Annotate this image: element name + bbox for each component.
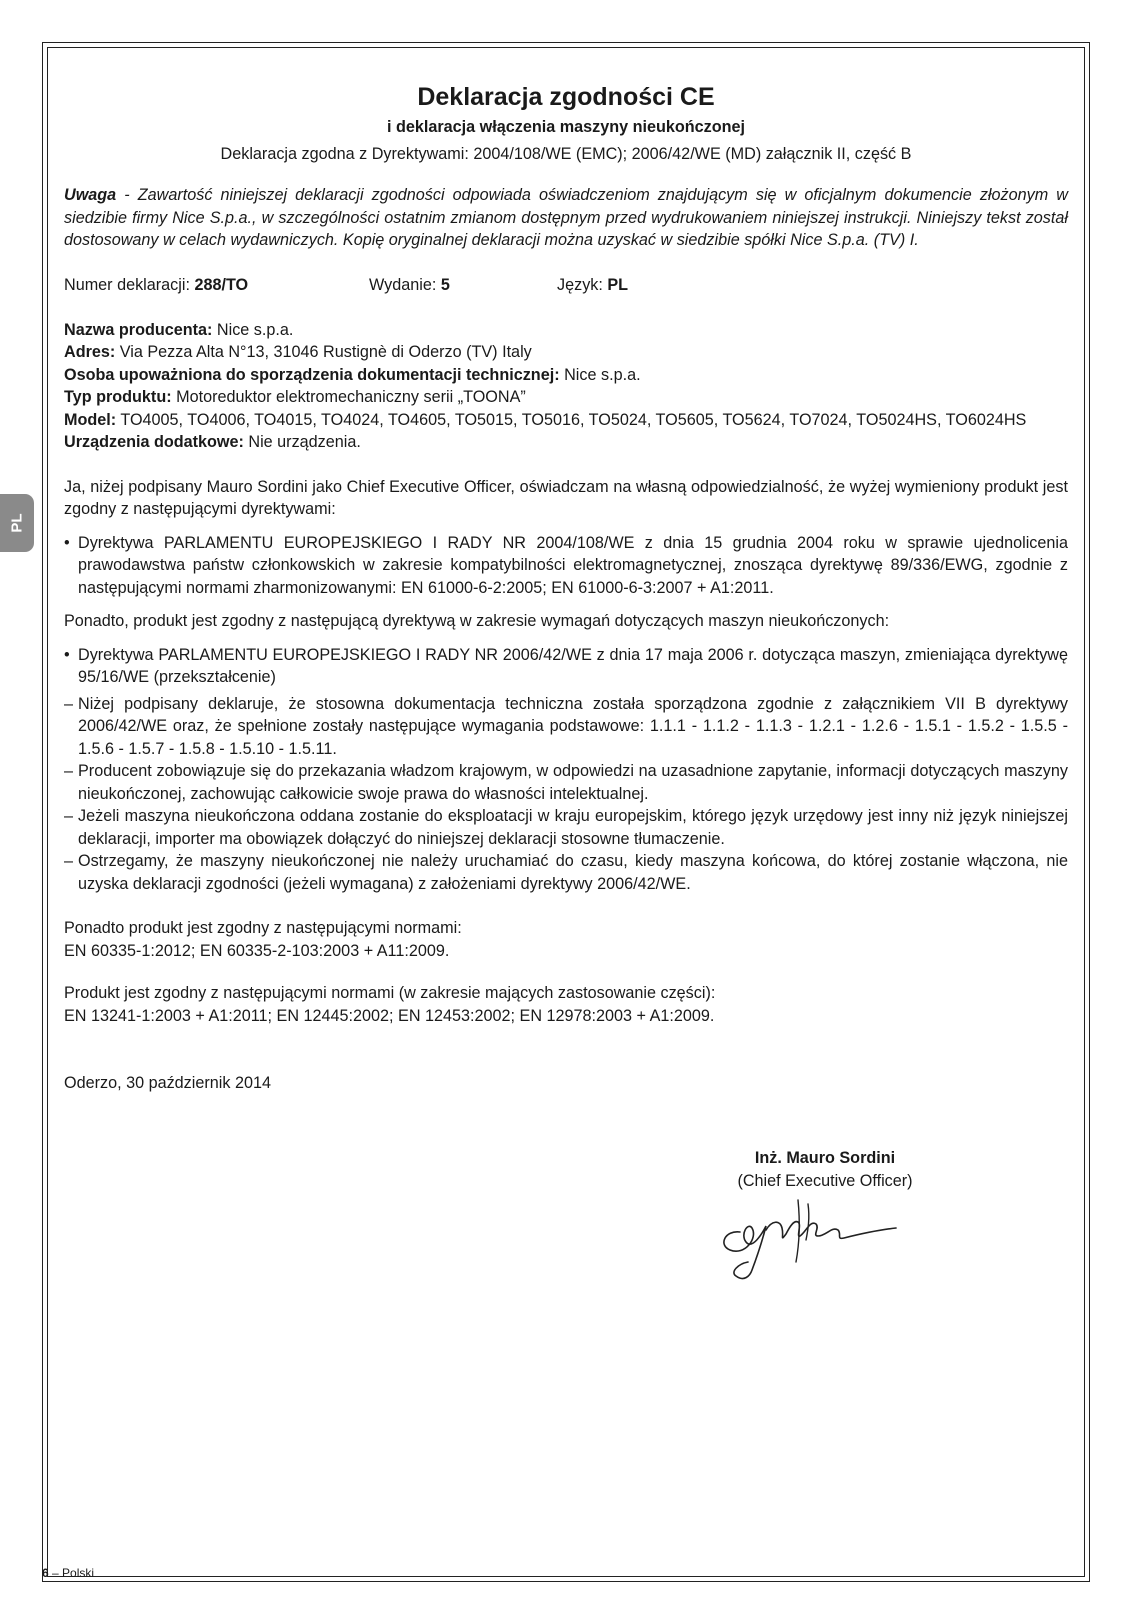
product-models-value: TO4005, TO4006, TO4015, TO4024, TO4605, TO5015, TO5016, TO5024, TO5605, TO5624, TO7024, TO5024HS, TO6024HS <box>116 410 1027 429</box>
standards-list-1: EN 60335-1:2012; EN 60335-2-103:2003 + A11:2009. <box>64 941 450 960</box>
note-text: - Zawartość niniejszej deklaracji zgodności odpowiada oświadczeniom znajdującym się w oficjalnym dokumencie złożonym w siedzibie firmy Nice S.p.a., w szczególności ostatnim zmianom dostępnym przed wydrukowaniem niniejszej instrukcji. Niniejszy tekst został dostosowany w celach wydawniczych. Kopię oryginalnej deklaracji można uzyskać w siedzibie spółki Nice S.p.a. (TV) I. <box>64 186 1068 249</box>
product-type <box>64 386 1068 409</box>
signatory-block <box>720 1147 930 1193</box>
product-type-label: Typ produktu: <box>64 388 172 406</box>
machinery-intro: Ponadto, produkt jest zgodny z następującą dyrektywą w zakresie wymagań dotyczących maszyn nieukończonych: <box>64 612 890 630</box>
bullet-marker: • <box>64 533 70 552</box>
manufacturer-block <box>64 319 1068 454</box>
manufacturer-name-label: Nazwa producenta: <box>64 320 213 339</box>
declaration-edition-value: 5 <box>440 275 450 294</box>
place-date: Oderzo, 30 październik 2014 <box>64 1074 271 1092</box>
declaration-number-value: 288/TO <box>194 275 249 294</box>
language-tab-label: PL <box>8 513 26 533</box>
note-paragraph <box>64 184 1068 252</box>
manufacturer-address-label: Adres: <box>64 343 116 361</box>
authorized-person-value: Nice s.p.a. <box>559 365 641 384</box>
bullet-md-text: Dyrektywa PARLAMENTU EUROPEJSKIEGO I RADY NR 2006/42/WE z dnia 17 maja 2006 r. dotycząca maszyn, zmieniająca dyrektywę 95/16/WE (przekształcenie) <box>78 645 1068 686</box>
declaration-language <box>557 274 628 297</box>
bullet-md <box>64 644 1068 689</box>
dash-item <box>64 850 1068 895</box>
dash-list <box>64 693 1068 896</box>
dash-marker: – <box>64 807 74 825</box>
declaration-edition <box>369 274 450 297</box>
declaration-content <box>64 80 1068 1095</box>
declaration-language-label: Język: <box>557 275 608 294</box>
dash-marker: – <box>64 852 74 870</box>
document-subtitle: i deklaracja włączenia maszyny nieukończonej <box>386 118 746 136</box>
declaration-language-value: PL <box>607 275 629 294</box>
declaration-meta <box>64 274 1068 297</box>
authorized-person <box>64 364 1068 387</box>
dash-item-text: Ostrzegamy, że maszyny nieukończonej nie należy uruchamiać do czasu, kiedy maszyna końcowa, do której zostanie włączona, nie uzyska deklaracji zgodności (jeżeli wymagana) z założeniami dyrektywy 2006/42/WE. <box>78 852 1068 893</box>
standards-intro-2: Produkt jest zgodny z następującymi normami (w zakresie mających zastosowanie części): <box>64 984 716 1002</box>
product-type-value: Motoreduktor elektromechaniczny serii „TOONA” <box>171 388 526 406</box>
manufacturer-address <box>64 341 1068 364</box>
manufacturer-name-value: Nice s.p.a. <box>212 320 294 339</box>
statement-paragraph: Ja, niżej podpisany Mauro Sordini jako Chief Executive Officer, oświadczam na własną odpowiedzialność, że wyżej wymieniony produkt jest zgodny z następującymi dyrektywami: <box>64 477 1068 518</box>
dash-item-text: Jeżeli maszyna nieukończona oddana zostanie do eksploatacji w kraju europejskim, którego język urzędowy jest inny niż język niniejszej deklaracji, importer ma obowiązek dołączyć do niniejszej deklaracji stosowne tłumaczenie. <box>78 807 1068 848</box>
note-label: Uwaga <box>64 186 117 204</box>
dash-marker: – <box>64 694 74 713</box>
declaration-edition-label: Wydanie: <box>369 275 441 294</box>
manufacturer-name <box>64 319 1068 342</box>
accessories-label: Urządzenia dodatkowe: <box>64 433 244 451</box>
declaration-number <box>64 274 248 297</box>
signatory-name: Inż. Mauro Sordini <box>754 1149 896 1167</box>
standards-intro-1: Ponadto produkt jest zgodny z następującymi normami: <box>64 919 462 937</box>
dash-item <box>64 805 1068 850</box>
language-tab <box>0 494 34 552</box>
standards-block-1 <box>64 917 1068 962</box>
dash-item-text: Niżej podpisany deklaruje, że stosowna dokumentacja techniczna została sporządzona zgodnie z załącznikiem VII B dyrektywy 2006/42/WE oraz, że spełnione zostały następujące wymagania podstawowe: 1.1.1 - 1.1.2 - 1.1.3 - 1.2.1 - 1.2.6 - 1.5.1 - 1.5.2 - 1.5.5 - 1.5.6 - 1.5.7 - 1.5.8 - 1.5.10 - 1.5.11. <box>78 694 1068 758</box>
product-models-label: Model: <box>64 410 117 429</box>
bullet-emc <box>64 532 1068 600</box>
page-number: 6 <box>42 1566 49 1580</box>
bullet-emc-text: Dyrektywa PARLAMENTU EUROPEJSKIEGO I RADY NR 2004/108/WE z dnia 15 grudnia 2004 roku w sprawie ujednolicenia prawodawstwa państw członkowskich w zakresie kompatybilności elektromagnetycznej, znosząca dyrektywę 89/336/EWG, zgodnie z następującymi normami zharmonizowanymi: EN 61000-6-2:2005; EN 61000-6-3:2007 + A1:2011. <box>78 533 1068 597</box>
page-footer <box>42 1566 94 1580</box>
handwritten-signature <box>700 1190 910 1290</box>
dash-item <box>64 760 1068 805</box>
dash-item <box>64 693 1068 761</box>
standards-block-2 <box>64 982 1068 1027</box>
accessories <box>64 431 1068 454</box>
dash-marker: – <box>64 762 74 780</box>
signatory-role: (Chief Executive Officer) <box>737 1172 913 1190</box>
footer-separator: – <box>48 1566 63 1580</box>
authorized-person-label: Osoba upoważniona do sporządzenia dokumentacji technicznej: <box>64 365 560 384</box>
manufacturer-address-value: Via Pezza Alta N°13, 31046 Rustignè di Oderzo (TV) Italy <box>115 343 532 361</box>
dash-item-text: Producent zobowiązuje się do przekazania władzom krajowym, w odpowiedzi na uzasadnione zapytanie, informacji dotyczących maszyny nieukończonej, zachowując całkowicie swoje prawa do własności intelektualnej. <box>78 762 1068 803</box>
declaration-number-label: Numer deklaracji: <box>64 275 195 294</box>
bullet-marker: • <box>64 645 70 664</box>
accessories-value: Nie urządzenia. <box>243 433 361 451</box>
footer-language: Polski <box>62 1566 95 1580</box>
directives-line: Deklaracja zgodna z Dyrektywami: 2004/108/WE (EMC); 2006/42/WE (MD) załącznik II, część B <box>220 144 912 163</box>
product-models <box>64 409 1068 432</box>
document-title: Deklaracja zgodności CE <box>417 83 715 111</box>
standards-list-2: EN 13241-1:2003 + A1:2011; EN 12445:2002; EN 12453:2002; EN 12978:2003 + A1:2009. <box>64 1006 715 1025</box>
